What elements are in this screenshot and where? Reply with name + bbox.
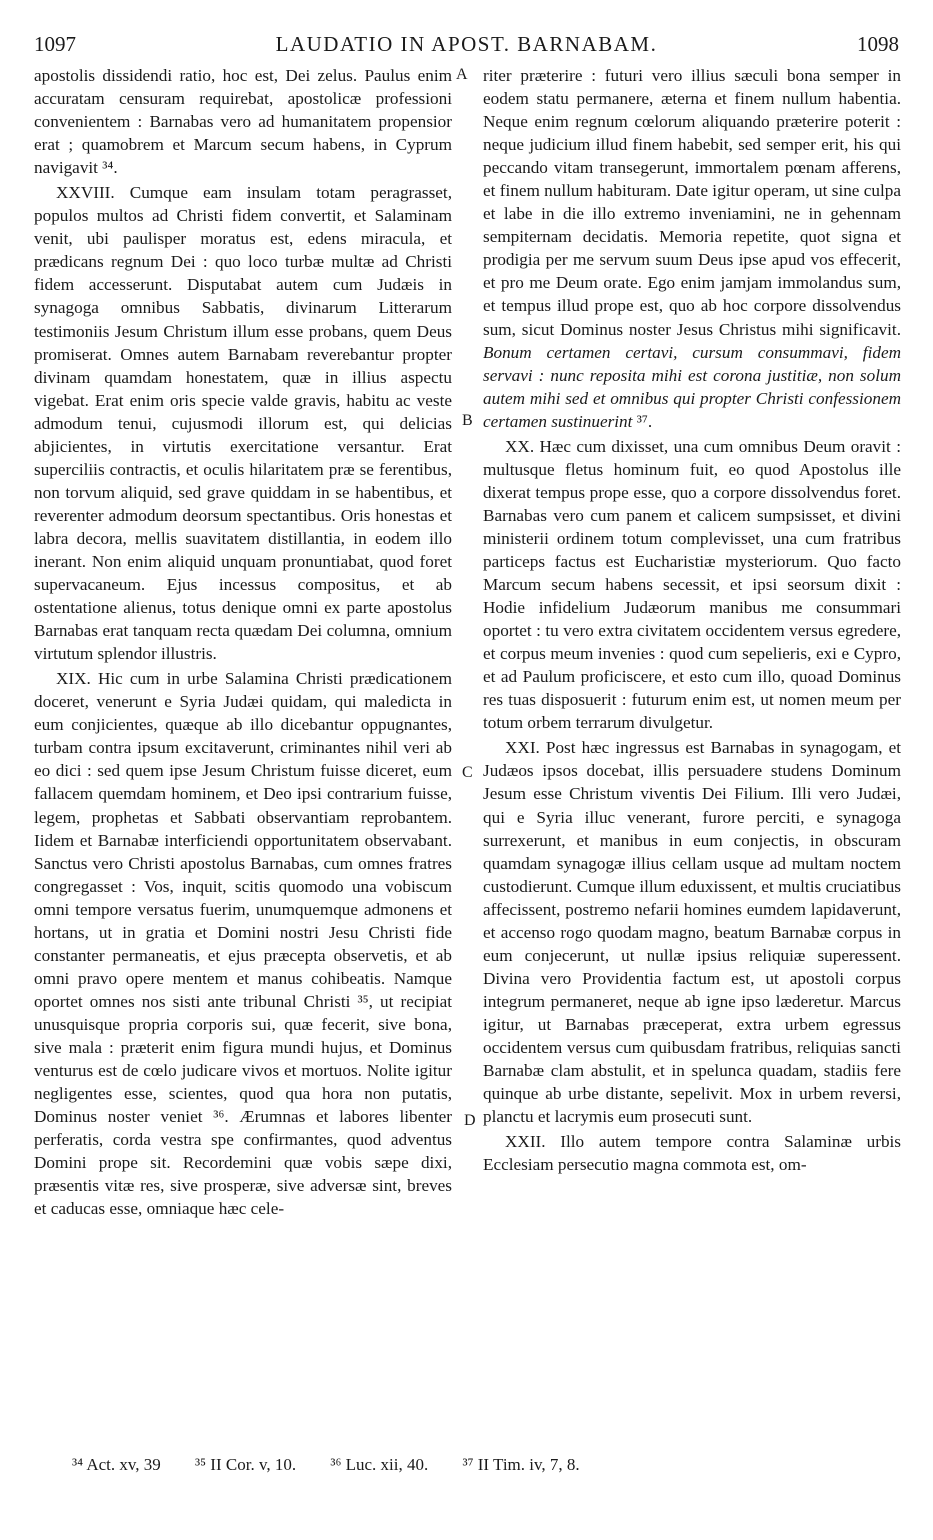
right-column bbox=[483, 64, 901, 1176]
paragraph: XIX. Hic cum in urbe Salamina Christi prædicationem doceret, venerunt e Syria Judæi quidam, qui maledicta in eum conjicientes, quæque ab illo dicebantur oppugnantes, turbam contra ipsum excitaverunt, criminantes nihil veri ab eo dici : sed quem ipse Jesum Christum fuisse diceret, eum fallacem quemdam hominem, et Deo ipsi contrarium fuisse, legem, prophetas et Sabbati observantiam reprobantem. Iidem et Barnabæ interficiendi opportunitatem observabant. Sanctus vero Christi apostolus Barnabas, cum omnes fratres congregasset : Vos, inquit, scitis quomodo una vobiscum omni tempore versatus fuerim, unumquemque admonens et hortans, ut in gratia et Domini nostri Jesu Christi fide constanter permaneatis, et ejus præcepta observetis, et ab omni pravo opere mentem et manus cohibeatis. Namque oportet omnes nos sisti ante tribunal Christi ³⁵, ut recipiat unusquisque propria corporis sui, quæ fecerit, sive bona, sive mala : præterit enim figura mundi hujus, et Dominus venturus est de cœlo judicare vivos et mortuos. Nolite igitur negligentes esse, scientes, quod qua hora non putatis, Dominus noster veniet ³⁶. Ærumnas et labores libenter perferatis, corda vestra spe confirmantes, quod adventus Domini prope sit. Recordemini quæ vobis sæpe dixi, præsentis vitæ res, sive prosperæ, sive adversæ sint, breves et caducas esse, omniaque hæc cele- bbox=[34, 669, 452, 1219]
paragraph: apostolis dissidendi ratio, hoc est, Dei zelus. Paulus enim accuratam censuram requirebat, apostolicæ professioni convenientem : Barnabas vero ad humanitatem propensior erat ; quamobrem et Marcum secum habens, in Cyprum navigavit ³⁴. bbox=[34, 66, 452, 178]
footnote: ³⁵ II Cor. v, 10. bbox=[195, 1455, 297, 1474]
margin-letter-d: D bbox=[464, 1112, 476, 1129]
footnote: ³⁷ II Tim. iv, 7, 8. bbox=[462, 1455, 580, 1474]
paragraph: XX. Hæc cum dixisset, una cum omnibus Deum oravit : multusque fletus hominum fuit, eo quod Apostolus ille dixerat tempus prope esse, quo a corpore dissolvendus foret. Barnabas vero cum panem et calicem sumpsisset, et divini ministerii ordinem totum complevisset, una cum fratribus particeps factus est Eucharistiæ mysteriorum. Quo facto Marcum secum habens secessit, et ipsi seorsum dixit : Hodie infidelium Judæorum manibus me consummari oportet : tu vero extra civitatem occidentem versus egredere, et corpus meum invenies : quod cum sepelieris, exi e Cypro, et ad Paulum proficiscere, et esto cum illo, quoad Dominus res tuas disposuerit : futurum enim est, ut nomen meum per totum orbem terrarum divulgetur. bbox=[483, 436, 901, 733]
footnote: ³⁴ Act. xv, 39 bbox=[72, 1455, 161, 1474]
scripture-quote: Bonum certamen certavi, cursum consummavi, fidem servavi : nunc reposita mihi est corona justitiæ, non solum autem mihi sed et omnibus qui propter Christi confessionem certamen sustinuerint bbox=[483, 342, 901, 431]
running-title: LAUDATIO IN APOST. BARNABAM. bbox=[275, 32, 658, 56]
footnotes bbox=[72, 1455, 899, 1475]
margin-letter-b: B bbox=[462, 412, 473, 429]
paragraph bbox=[483, 64, 901, 433]
left-column bbox=[34, 64, 452, 1220]
page-number-right: 1098 bbox=[857, 32, 899, 56]
footnote: ³⁶ Luc. xii, 40. bbox=[330, 1455, 429, 1474]
page-header bbox=[34, 32, 899, 62]
paragraph: XXII. Illo autem tempore contra Salaminæ urbis Ecclesiam persecutio magna commota est, om- bbox=[483, 1132, 901, 1175]
paragraph: XXVIII. Cumque eam insulam totam peragrasset, populos multos ad Christi fidem convertit, et Salaminam venit, ubi paulisper moratus est, edens miracula, et prædicans regnum Dei : quo loco turbæ multæ ad Christi fidem accesserunt. Disputabat autem cum Judæis in synagoga omnibus Sabbatis, divinarum Litterarum testimoniis Jesum Christum illum esse probans, quem Deus promiserat. Omnes autem Barnabam reverebantur propter divinam quamdam honestatem, quæ in illius aspectu vigebat. Erat enim oris specie valde gravis, habitu ac veste admodum tenui, cujusmodi illorum est, qui delicias abjicientes, in virtutis exercitatione versantur. Erat superciliis contractis, et oculis hilaritatem præ se ferentibus, non torvum aliquid, sed grave quiddam in se habentibus, et reverenter admodum deorsum spectantibus. Oris honestas et labra decora, mellis suavitatem distillantia, in eodem illo inerant. Non enim aliquid unquam pronuntiabat, quod foret supervacaneum. Ejus incessus compositus, et ab ostentatione alienus, totus denique omni ex parte apostolus Barnabas erat tanquam recta quædam Dei columna, omnium virtutum splendor illustris. bbox=[34, 183, 452, 664]
page-number-left: 1097 bbox=[34, 32, 76, 56]
paragraph-text: riter præterire : futuri vero illius sæculi bona semper in eodem statu permanere, æterna et finem nullum habentia. Neque enim regnum cœlorum aliquando præterire poterit : neque judicium illud finem habebit, sed semper erit, his qui peccando vitam transegerunt, immortalem pœnam afferens, et finem nullum habituram. Date igitur operam, ut sine culpa et labe in die illo extremo inveniamini, ne in gehennam sempiternam decidatis. Memoria repetite, quot signa et prodigia per me servum suum Deus ipse apud vos effecerit, et pro me Deum orate. Ego enim jamjam immolandus sum, et tempus illud prope est, quo ab hoc corpore dissolvendus sum, sicut Dominus noster Jesus Christus mihi significavit. bbox=[483, 66, 901, 339]
margin-letter-a: A bbox=[456, 66, 468, 83]
note-ref: ³⁷. bbox=[636, 411, 653, 431]
margin-letter-c: C bbox=[462, 764, 473, 781]
paragraph: XXI. Post hæc ingressus est Barnabas in synagogam, et Judæos ipsos docebat, illis persuadere studens Dominum Jesum esse Christum viventis Dei Filium. Illi vero Judæi, qui e Syria illuc venerant, furore perciti, e synagoga surrexerunt, et manibus in eum conjectis, in obscuram quamdam synagogæ illius cellam usque ad multam noctem custodierunt. Cumque illum eduxissent, et multis cruciatibus affecissent, postremo nefarii homines eumdem lapidaverunt, et accenso rogo quodam magno, beatum Barnabæ corpus in eum conjecerunt, ut nullæ ipsius reliquiæ superessent. Divina vero Providentia factum est, ut apostoli corpus integrum permaneret, neque ab igne ipso læderetur. Marcus igitur, ut Barnabas præceperat, extra urbem egressus occidentem versus cum quibusdam fratribus, reliquias sancti Barnabæ clam abstulit, et in spelunca quadam, stadiis fere quinque ab urbe distante, sepelivit. Mox in urbem reversi, planctu et lacrymis eum prosecuti sunt. bbox=[483, 738, 901, 1127]
